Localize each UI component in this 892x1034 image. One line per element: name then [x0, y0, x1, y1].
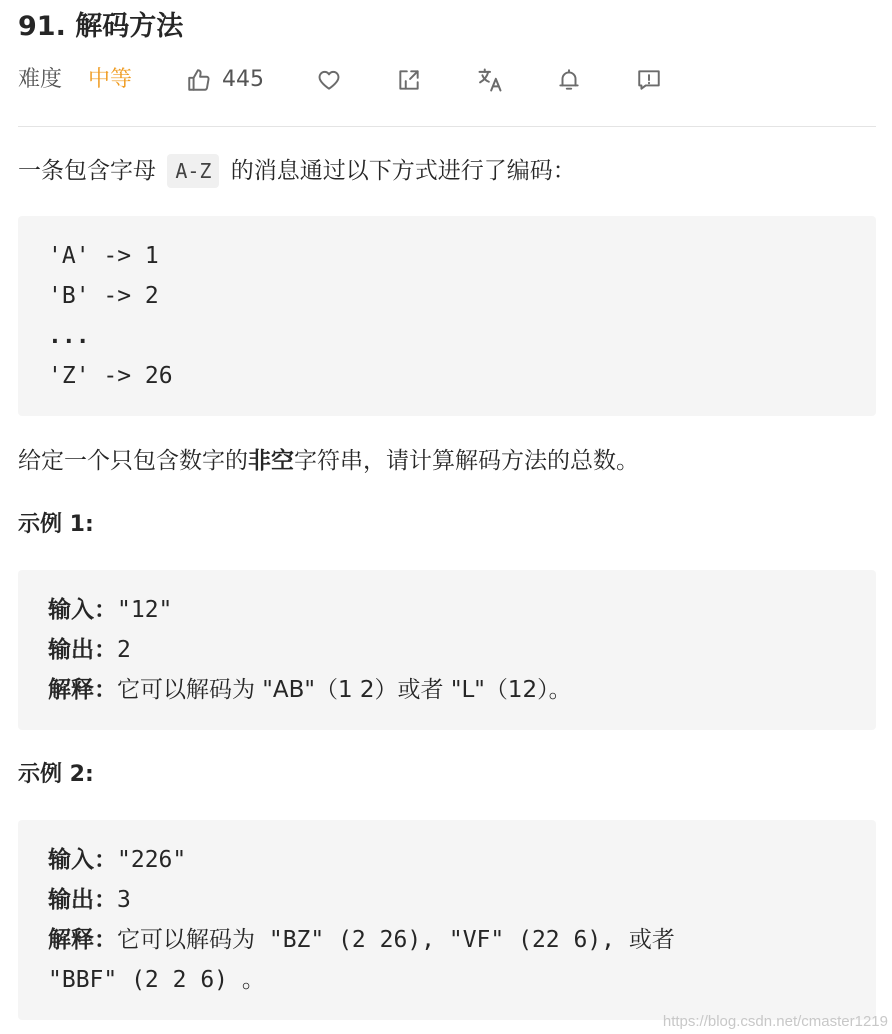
task-text-after: 字符串，请计算解码方法的总数。 [294, 448, 639, 474]
mapping-line: 'A' -> 1 [48, 243, 159, 269]
feedback-icon [636, 67, 662, 93]
inline-code-alphabet: A-Z [167, 154, 219, 188]
share-button[interactable] [396, 64, 422, 96]
notify-button[interactable] [556, 64, 582, 96]
example-2-code-block [18, 820, 876, 1020]
share-icon [396, 67, 422, 93]
explain-label: 解释： [48, 927, 117, 953]
task-text-emphasis: 非空 [248, 448, 294, 474]
header-divider [18, 126, 876, 127]
input-value: "226" [117, 847, 187, 873]
bell-icon [556, 67, 582, 93]
mapping-line: 'B' -> 2 [48, 283, 159, 309]
heart-icon [316, 67, 342, 93]
explain-text-continued: "BBF" (2 2 6) 。 [48, 967, 265, 993]
example-output-line [48, 880, 846, 920]
mapping-line: 'Z' -> 26 [48, 363, 173, 389]
intro-text-after: 的消息通过以下方式进行了编码： [223, 158, 576, 184]
example-2-heading: 示例 2: [18, 762, 94, 787]
example-input-line [48, 590, 846, 630]
like-button[interactable] [186, 64, 264, 96]
mapping-line: ... [48, 323, 90, 349]
problem-meta-bar [18, 62, 878, 98]
input-label: 输入： [48, 847, 117, 873]
description-intro [18, 154, 576, 188]
output-label: 输出： [48, 637, 117, 663]
example-explain-line [48, 960, 846, 1000]
explain-text: 它可以解码为 "AB"（1 2）或者 "L"（12）。 [117, 677, 572, 703]
output-value: 2 [117, 637, 131, 663]
output-value: 3 [117, 887, 131, 913]
thumbs-up-icon [186, 67, 212, 93]
explain-text: 它可以解码为 "BZ" (2 26), "VF" (22 6), 或者 [117, 927, 675, 953]
like-count: 445 [222, 67, 264, 92]
difficulty-label: 难度 [18, 67, 63, 92]
example-1-code-block [18, 570, 876, 730]
input-value: "12" [117, 597, 173, 623]
example-1-heading: 示例 1: [18, 512, 94, 537]
example-explain-line [48, 670, 846, 710]
mapping-code-block [18, 216, 876, 416]
example-input-line [48, 840, 846, 880]
intro-text-before: 一条包含字母 [18, 158, 164, 184]
difficulty-badge: 中等 [88, 67, 133, 92]
favorite-button[interactable] [316, 64, 342, 96]
example-output-line [48, 630, 846, 670]
description-task [18, 444, 639, 478]
example-explain-line [48, 920, 846, 960]
output-label: 输出： [48, 887, 117, 913]
task-text-before: 给定一个只包含数字的 [18, 448, 248, 474]
translate-button[interactable] [476, 64, 504, 96]
explain-label: 解释： [48, 677, 117, 703]
feedback-button[interactable] [636, 64, 662, 96]
translate-icon [476, 66, 504, 94]
watermark: https://blog.csdn.net/cmaster1219 [662, 1013, 888, 1030]
input-label: 输入： [48, 597, 117, 623]
problem-title: 91. 解码方法 [18, 11, 184, 42]
